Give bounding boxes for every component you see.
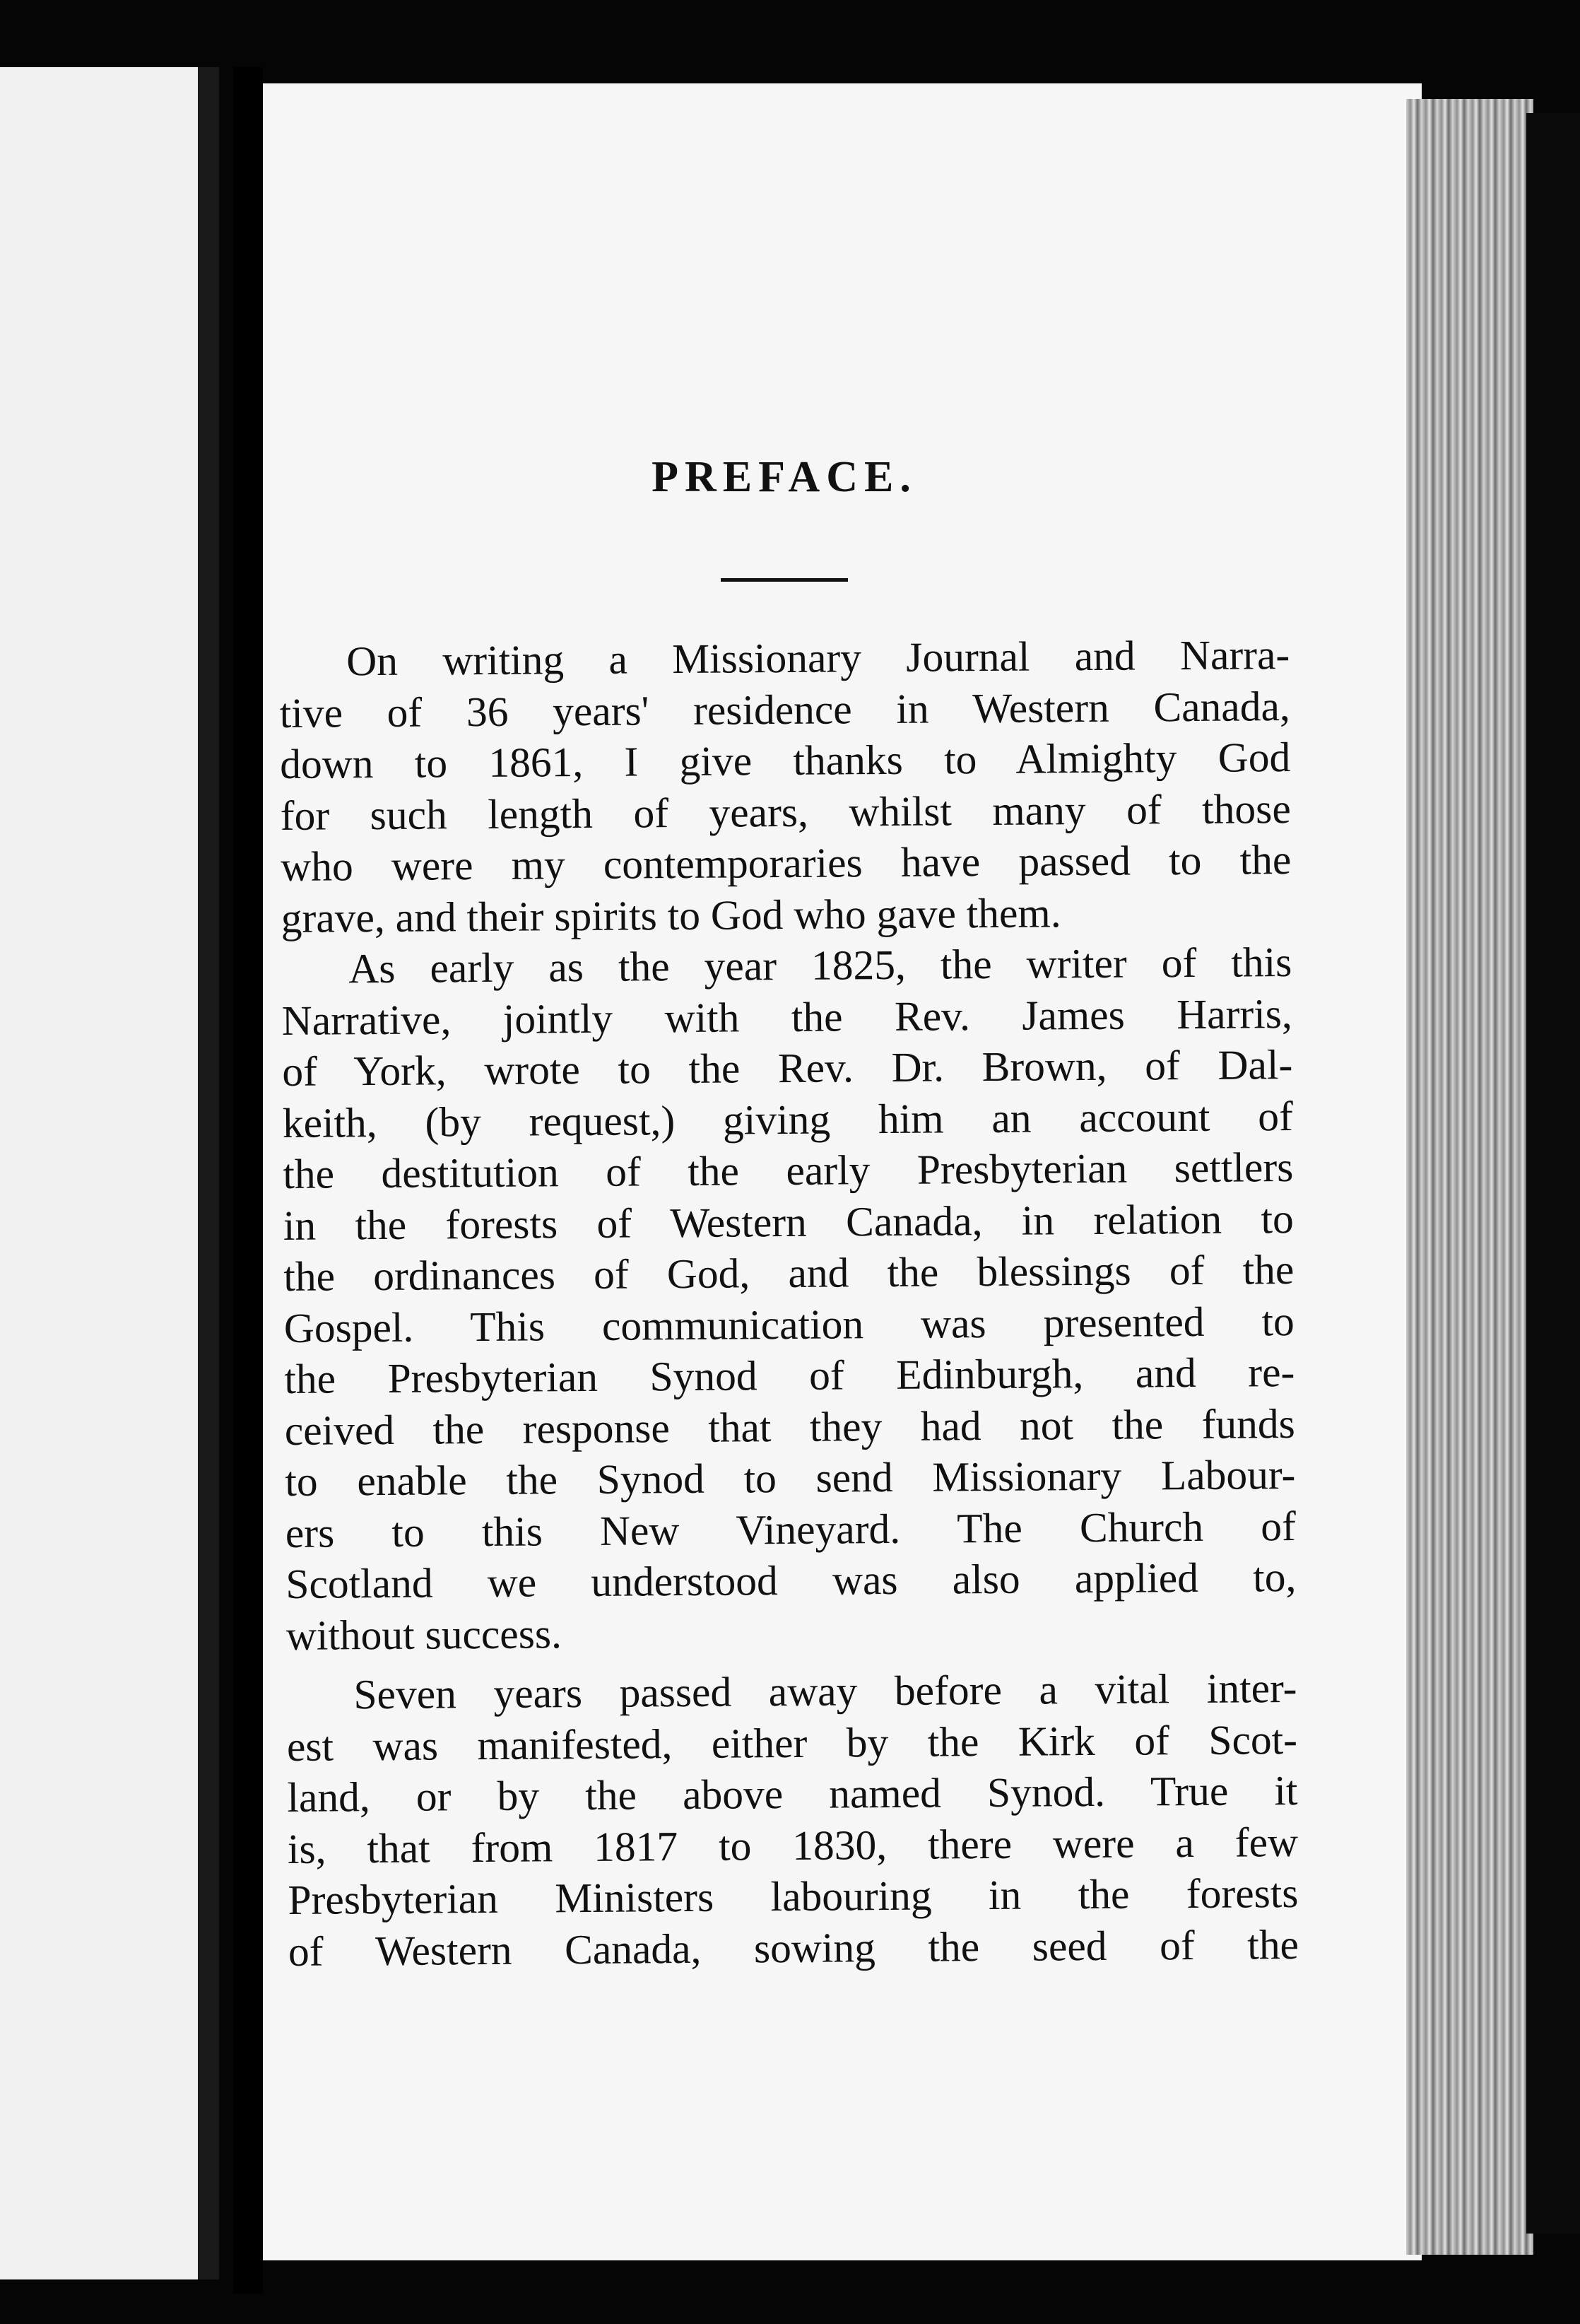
text-line: down to 1861, I give thanks to Almighty God	[280, 734, 1291, 787]
gutter-shadow	[198, 67, 219, 2279]
facing-page-left	[0, 67, 205, 2279]
text-line: est was manifested, either by the Kirk of Scot-	[286, 1715, 1298, 1770]
body-text	[279, 629, 1299, 1977]
text-line: the destitution of the early Presbyterian settlers	[283, 1143, 1294, 1197]
text-line: Presbyterian Ministers labouring in the forests	[288, 1869, 1299, 1923]
text-line: Narrative, jointly with the Rev. James Harris,	[281, 990, 1292, 1044]
paragraph-1	[279, 629, 1292, 944]
text-line: On writing a Missionary Journal and Narra-	[346, 631, 1290, 685]
text-line: As early as the year 1825, the writer of this	[348, 939, 1292, 992]
text-line: grave, and their spirits to God who gave them.	[281, 888, 1061, 941]
text-line: ceived the response that they had not the funds	[284, 1399, 1296, 1454]
text-line: the Presbyterian Synod of Edinburgh, and re-	[284, 1348, 1295, 1402]
page-edges	[1406, 99, 1533, 2255]
text-line: for such length of years, whilst many of those	[280, 785, 1291, 839]
page-title: PREFACE.	[652, 453, 917, 501]
book-spine	[233, 67, 263, 2294]
text-line: land, or by the above named Synod. True it	[287, 1766, 1298, 1821]
title-rule	[721, 578, 848, 582]
paragraph-2	[281, 937, 1297, 1661]
text-line: is, that from 1817 to 1830, there were a few	[287, 1818, 1299, 1872]
paragraph-3	[286, 1662, 1299, 1977]
text-line: in the forests of Western Canada, in relation to	[283, 1195, 1295, 1249]
text-line: Scotland we understood was also applied to,	[285, 1553, 1297, 1607]
text-line: tive of 36 years' residence in Western Canada,	[279, 682, 1290, 736]
text-line: to enable the Synod to send Missionary Labour-	[285, 1450, 1296, 1505]
text-line: Gospel. This communication was presented to	[283, 1297, 1295, 1351]
text-line: Seven years passed away before a vital inter-	[353, 1664, 1297, 1718]
text-line: ers to this New Vineyard. The Church of	[285, 1502, 1297, 1556]
text-line: who were my contemporaries have passed to the	[281, 836, 1292, 890]
text-line: of York, wrote to the Rev. Dr. Brown, of Dal-	[282, 1041, 1293, 1095]
text-line: without success.	[285, 1609, 562, 1659]
text-line: of Western Canada, sowing the seed of the	[288, 1920, 1299, 1975]
text-line: the ordinances of God, and the blessings of the	[283, 1245, 1295, 1300]
scan-border-right	[1526, 113, 1580, 2234]
text-line: keith, (by request,) giving him an account of	[282, 1092, 1294, 1146]
